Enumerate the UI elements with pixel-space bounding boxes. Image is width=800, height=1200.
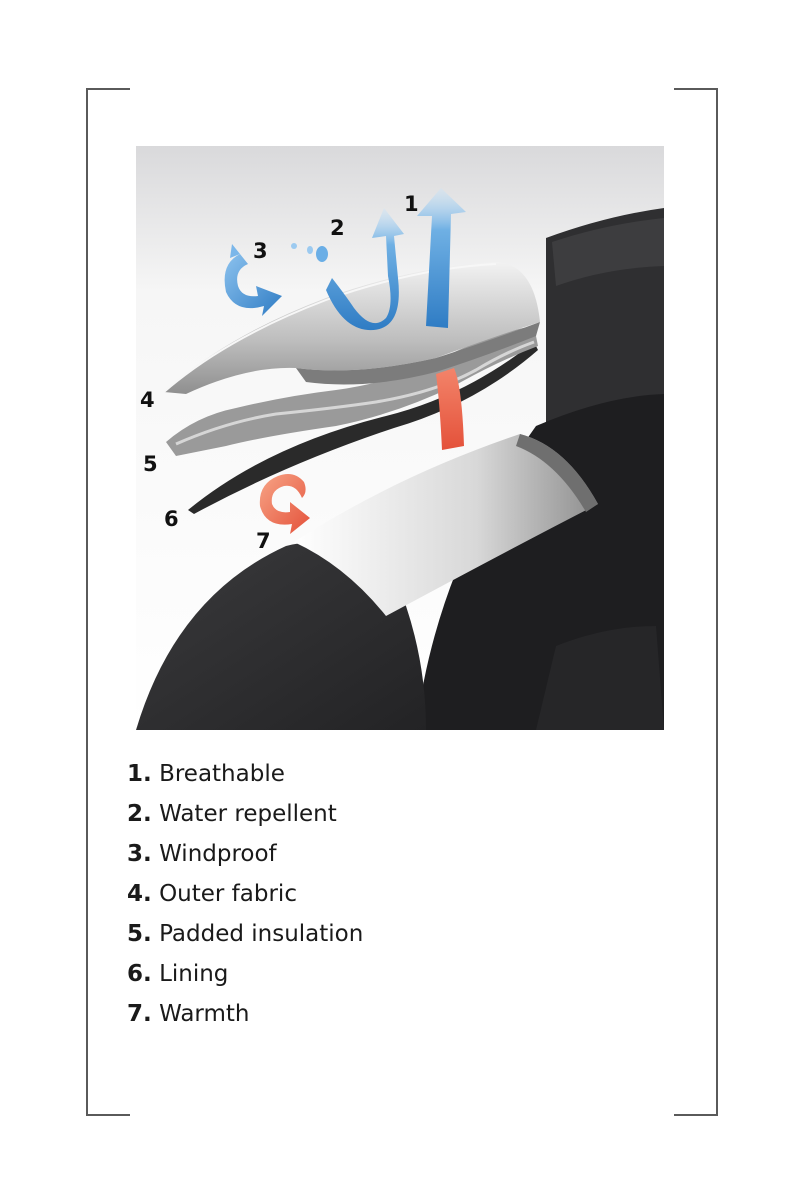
legend-item-warmth (127, 997, 363, 1037)
legend-item-outer-fabric (127, 877, 363, 917)
legend-number: 1. (127, 761, 152, 787)
callout-1: 1 (404, 192, 419, 216)
legend-number: 6. (127, 961, 152, 987)
legend-item-padded-insulation (127, 917, 363, 957)
callout-6: 6 (164, 507, 179, 531)
callout-3: 3 (253, 239, 268, 263)
callout-7: 7 (256, 529, 271, 553)
layers-diagram-svg (136, 146, 664, 730)
jacket-layers-illustration (136, 146, 664, 730)
callout-4: 4 (140, 388, 155, 412)
legend-label: Warmth (159, 1001, 250, 1027)
legend-label: Water repellent (159, 801, 337, 827)
legend-number: 4. (127, 881, 152, 907)
legend-number: 7. (127, 1001, 152, 1027)
legend-label: Padded insulation (159, 921, 364, 947)
legend-item-windproof (127, 837, 363, 877)
features-legend (127, 757, 363, 1037)
frame-bracket-right (674, 88, 718, 1116)
legend-item-breathable (127, 757, 363, 797)
legend-number: 3. (127, 841, 152, 867)
legend-number: 2. (127, 801, 152, 827)
callout-2: 2 (330, 216, 345, 240)
legend-number: 5. (127, 921, 152, 947)
frame-bracket-left (86, 88, 130, 1116)
legend-label: Breathable (159, 761, 285, 787)
legend-item-lining (127, 957, 363, 997)
legend-label: Outer fabric (159, 881, 297, 907)
legend-label: Lining (159, 961, 229, 987)
legend-item-water-repellent (127, 797, 363, 837)
legend-label: Windproof (159, 841, 277, 867)
callout-5: 5 (143, 452, 158, 476)
